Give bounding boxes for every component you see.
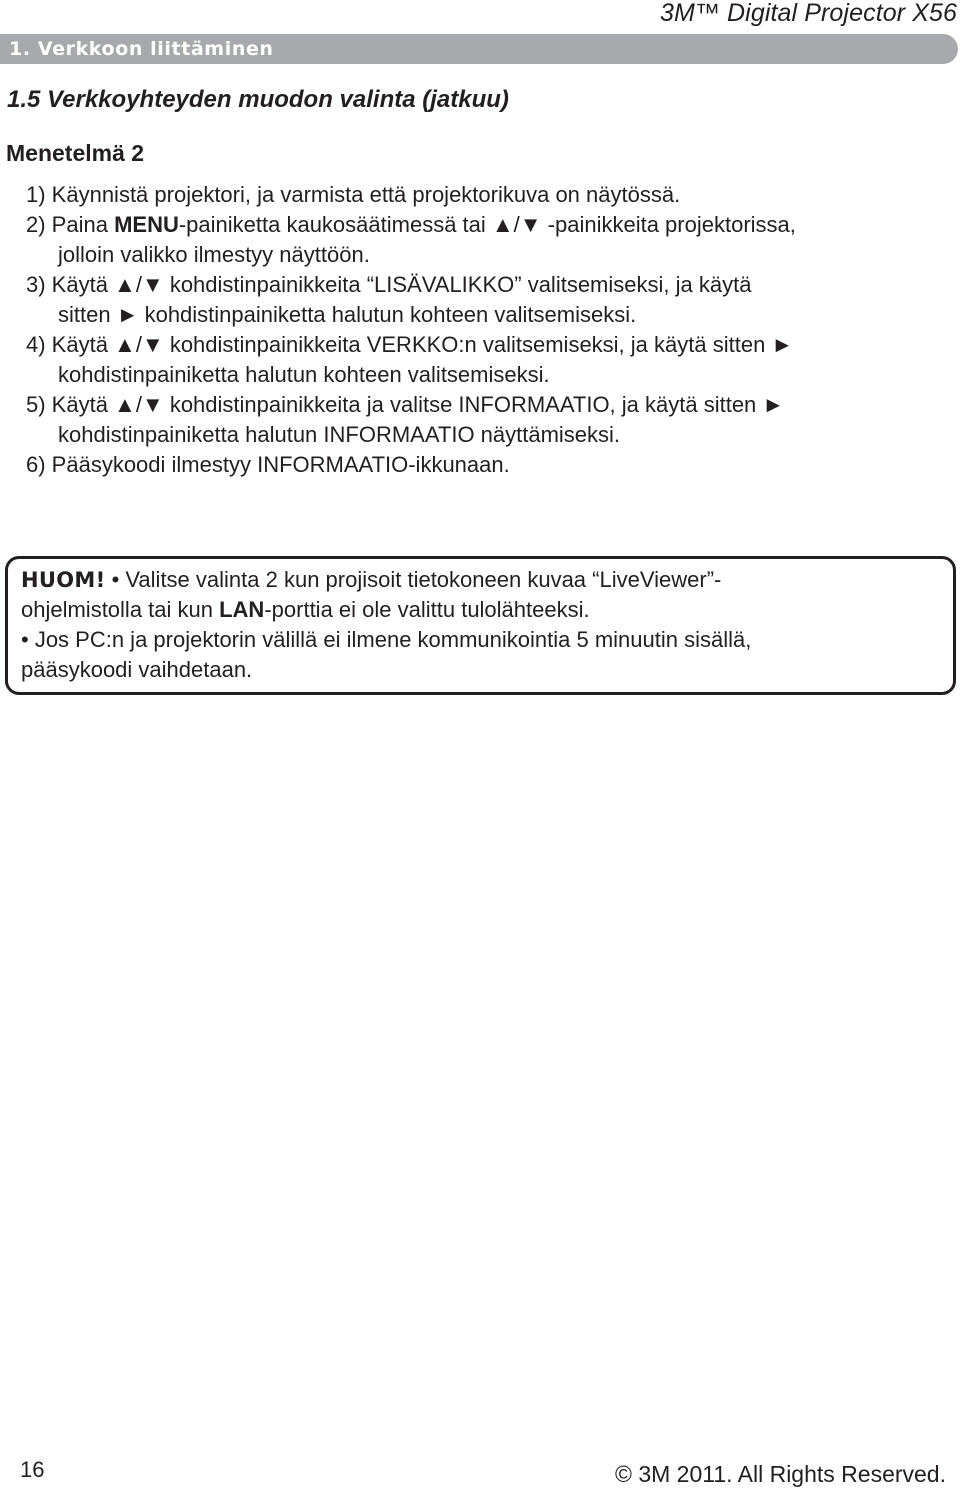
- method-title: Menetelmä 2: [6, 140, 145, 166]
- step-6-text: 6) Pääsykoodi ilmestyy INFORMAATIO-ikkunaan.: [26, 452, 510, 477]
- step-4: [26, 330, 956, 390]
- step-2-suffix: -painiketta kaukosäätimessä tai ▲/▼ -painikkeita projektorissa,: [178, 212, 796, 237]
- copyright: © 3M 2011. All Rights Reserved.: [614, 1461, 946, 1487]
- page-number: 16: [20, 1457, 45, 1482]
- step-5-continuation: kohdistinpainiketta halutun INFORMAATIO näyttämiseksi.: [58, 422, 621, 447]
- section-header-bar: [0, 34, 958, 64]
- step-4-text: 4) Käytä ▲/▼ kohdistinpainikkeita VERKKO:n valitsemiseksi, ja käytä sitten ►: [26, 332, 794, 357]
- note-content: [21, 565, 951, 685]
- note-box: [5, 556, 956, 695]
- step-2-text: [26, 210, 956, 240]
- note-line-2-suffix: -porttia ei ole valittu tulolähteeksi.: [264, 597, 590, 622]
- note-line-4: pääsykoodi vaihdetaan.: [21, 657, 253, 682]
- subsection-title: 1.5 Verkkoyhteyden muodon valinta (jatkuu): [7, 86, 509, 113]
- step-6: [26, 450, 956, 480]
- note-label: HUOM!: [21, 568, 106, 592]
- lan-key-label: LAN: [219, 597, 265, 622]
- step-3: [26, 270, 956, 330]
- step-5-text: 5) Käytä ▲/▼ kohdistinpainikkeita ja valitse INFORMAATIO, ja käytä sitten ►: [26, 392, 785, 417]
- steps-list: [26, 180, 956, 480]
- step-1: [26, 180, 956, 210]
- note-line-2-prefix: ohjelmistolla tai kun: [21, 597, 220, 622]
- step-1-text: 1) Käynnistä projektori, ja varmista että projektorikuva on näytössä.: [26, 182, 681, 207]
- step-2: [26, 210, 956, 270]
- note-line-1-text: • Valitse valinta 2 kun projisoit tietokoneen kuvaa “LiveViewer”-: [105, 567, 722, 592]
- menu-key-label: MENU: [114, 212, 179, 237]
- note-line-1: [21, 565, 951, 595]
- step-3-text: 3) Käytä ▲/▼ kohdistinpainikkeita “LISÄVALIKKO” valitsemiseksi, ja käytä: [26, 272, 752, 297]
- note-line-2: [21, 595, 951, 625]
- step-2-prefix: 2) Paina: [26, 212, 115, 237]
- step-2-continuation: jolloin valikko ilmestyy näyttöön.: [58, 242, 370, 267]
- section-header-label: 1. Verkkoon liittäminen: [9, 38, 274, 60]
- step-3-continuation: sitten ► kohdistinpainiketta halutun kohteen valitsemiseksi.: [58, 302, 637, 327]
- product-title: 3M™ Digital Projector X56: [659, 0, 957, 27]
- step-5: [26, 390, 956, 450]
- step-4-continuation: kohdistinpainiketta halutun kohteen valitsemiseksi.: [58, 362, 550, 387]
- note-line-3: • Jos PC:n ja projektorin välillä ei ilmene kommunikointia 5 minuutin sisällä,: [21, 627, 752, 652]
